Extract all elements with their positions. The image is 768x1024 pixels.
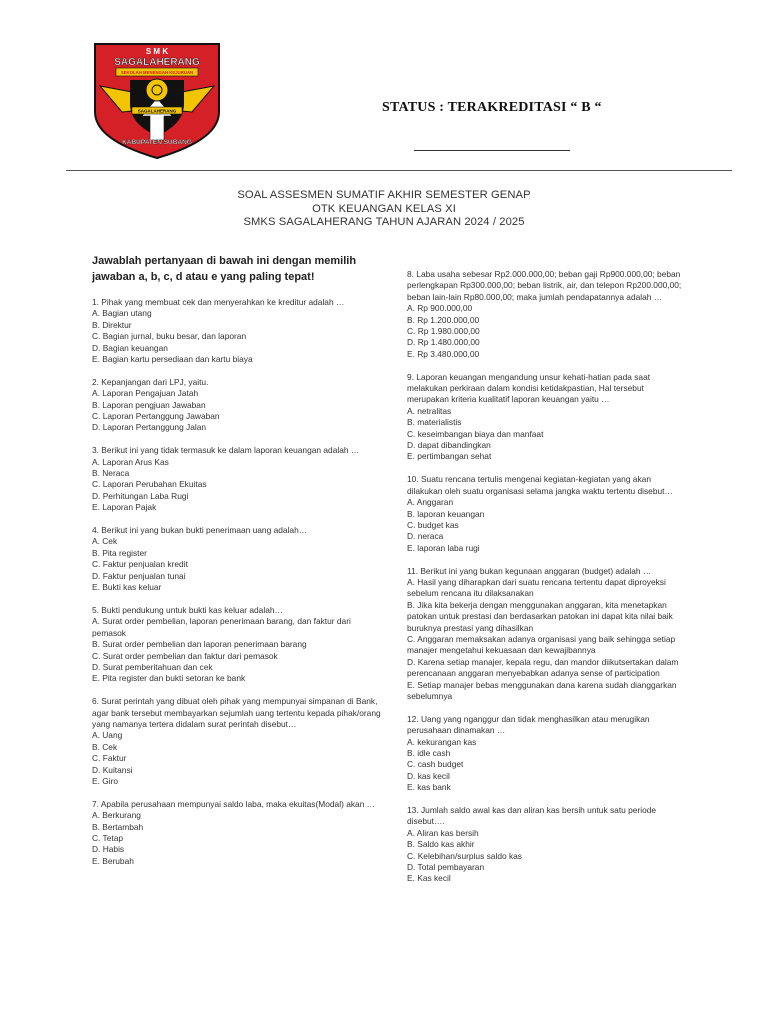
- answer-option: C. Laporan Perubahan Ekuitas: [92, 479, 207, 490]
- instructions: Jawablah pertanyaan di bawah ini dengan memilih jawaban a, b, c, d atau e yang paling tepat!: [92, 255, 357, 283]
- question-item: [407, 474, 682, 554]
- question-item: [92, 525, 382, 593]
- answer-option: C. Bagian jurnal, buku besar, dan laporan: [92, 331, 247, 342]
- question-item: [92, 799, 382, 867]
- answer-option: B. Pita register: [92, 547, 147, 558]
- question-text: 6. Surat perintah yang dibuat oleh pihak yang mempunyai simpanan di Bank, agar bank tersebut membayarkan sejumlah uang tertentu kepada pihak/orang yang namanya tertera didalam surat perintah disebut…: [92, 696, 381, 729]
- question-text: 7. Apabila perusahaan mempunyai saldo laba, maka ekuitas(Modal) akan …: [92, 798, 376, 809]
- question-text: 3. Berikut ini yang tidak termasuk ke dalam laporan keuangan adalah …: [92, 445, 360, 456]
- question-text: 5. Bukti pendukung untuk bukti kas keluar adalah…: [92, 604, 283, 615]
- answer-option: D. Karena setiap manajer, kepala regu, dan mandor diikutsertakan dalam perencanaan anggaran menyebabkan adanya sense of participation: [407, 656, 679, 679]
- question-item: [407, 372, 682, 463]
- answer-option: D. Habis: [92, 844, 125, 855]
- answer-option: C. keseimbangan biaya dan manfaat: [407, 428, 544, 439]
- answer-option: A. Aliran kas bersih: [407, 827, 479, 838]
- answer-option: B. Jika kita bekerja dengan menggunakan anggaran, kita menetapkan patokan untuk prestasi dan berdasarkan patokan ini dapat kita nilai baik buruknya prestasi yang dihasilkan: [407, 599, 673, 633]
- answer-option: A. Hasil yang diharapkan dari suatu rencana tertentu dapat diproyeksi sebelum rencana itu dilaksanakan: [407, 576, 666, 599]
- answer-option: C. Anggaran memaksakan adanya organisasi yang baik sehingga setiap manajer mengetahui kekuasaan dan kewajibannya: [407, 633, 676, 656]
- answer-option: B. idle cash: [407, 748, 451, 758]
- answer-option: D. Rp 1.480.000,00: [407, 337, 480, 348]
- answer-option: D. Perhitungan Laba Rugi: [92, 490, 189, 501]
- answer-option: B. laporan keuangan: [407, 508, 485, 519]
- answer-option: C. Kelebihan/surplus saldo kas: [407, 850, 522, 861]
- answer-option: B. Bertambah: [92, 821, 144, 832]
- question-text: 12. Uang yang nganggur dan tidak menghasilkan atau merugikan perusahaan dinamakan …: [407, 713, 650, 736]
- exam-title-line-2: OTK KEUANGAN KELAS XI: [312, 202, 456, 215]
- question-text: 11. Berikut ini yang bukan kegunaan anggaran (budget) adalah …: [407, 565, 652, 576]
- question-item: [92, 377, 382, 434]
- question-text: 2. Kepanjangan dari LPJ, yaitu.: [92, 376, 209, 387]
- question-text: 13. Jumlah saldo awal kas dan aliran kas bersih untuk satu periode disebut….: [407, 805, 657, 827]
- logo-school-name: SAGALAHERANG: [114, 57, 200, 68]
- logo-banner-text: SEKOLAH MENENGAH KEJURUAN: [120, 70, 194, 75]
- answer-option: A. Laporan Pengajuan Jatah: [92, 388, 199, 399]
- question-text: 4. Berikut ini yang bukan bukti penerimaan uang adalah…: [92, 525, 308, 536]
- status-underline: [414, 150, 570, 151]
- answer-option: C. Laporan Pertanggung Jawaban: [92, 411, 220, 422]
- answer-option: E. laporan laba rugi: [407, 542, 480, 553]
- answer-option: A. Anggaran: [407, 497, 454, 508]
- answer-option: D. dapat dibandingkan: [407, 440, 491, 451]
- question-text: 8. Laba usaha sebesar Rp2.000.000,00; beban gaji Rp900.000,00; beban perlengkapan Rp300.000,00; beban listrik, air, dan telepon Rp200.000,00; beban lain-lain Rp80.000,00; maka jumlah pendapatannya adalah …: [407, 269, 682, 302]
- answer-option: A. Surat order pembelian, laporan penerimaan barang, dan faktur dari pemasok: [92, 616, 351, 638]
- answer-option: E. pertimbangan sehat: [407, 451, 492, 462]
- answer-option: E. Bagian kartu persediaan dan kartu biaya: [92, 354, 253, 365]
- question-item: [407, 269, 682, 360]
- header-divider: [66, 170, 732, 171]
- exam-title-block: [0, 189, 768, 230]
- answer-option: D. Surat pemberitahuan dan cek: [92, 661, 213, 672]
- logo-bottom-text: KABUPATEN SUBANG: [122, 139, 192, 146]
- question-text: 10. Suatu rencana tertulis mengenai kegiatan-kegiatan yang akan dilakukan oleh suatu organisasi selama jangka waktu tertentu disebut…: [407, 474, 673, 496]
- answer-option: B. Cek: [92, 741, 118, 752]
- answer-option: C. Rp 1.980.000,00: [407, 326, 480, 337]
- answer-option: C. cash budget: [407, 759, 464, 770]
- answer-option: A. Laporan Arus Kas: [92, 456, 169, 467]
- exam-title-line-3: SMKS SAGALAHERANG TAHUN AJARAN 2024 / 2025: [243, 216, 525, 228]
- answer-option: B. materialistis: [407, 417, 462, 428]
- answer-option: A. Berkurang: [92, 810, 141, 821]
- question-text: 9. Laporan keuangan mengandung unsur kehati-hatian pada saat melakukan perkiraan dalam kondisi ketidakpastian, Hal tersebut merupakan kriteria kualitatif laporan keuangan yaitu …: [407, 371, 651, 405]
- answer-option: B. Laporan pengjuan Jawaban: [92, 399, 206, 410]
- answer-option: E. kas bank: [407, 782, 451, 793]
- answer-option: A. Cek: [92, 536, 118, 547]
- school-logo: [92, 40, 222, 160]
- answer-option: D. Total pembayaran: [407, 862, 485, 873]
- answer-option: C. Tetap: [92, 833, 124, 843]
- answer-option: A. netralitas: [407, 405, 452, 416]
- answer-option: A. Uang: [92, 730, 123, 741]
- answer-option: B. Direktur: [92, 319, 132, 330]
- logo-ribbon-text: SAGALAHERANG: [137, 108, 177, 114]
- answer-option: C. Faktur penjualan kredit: [92, 559, 188, 570]
- answer-option: E. Laporan Pajak: [92, 502, 157, 513]
- accreditation-status: STATUS : TERAKREDITASI “ B “: [382, 100, 602, 115]
- answer-option: B. Surat order pembelian dan laporan penerimaan barang: [92, 639, 307, 650]
- logo-top-text: S M K: [145, 47, 169, 56]
- answer-option: D. neraca: [407, 531, 444, 542]
- answer-option: E. Kas kecil: [407, 873, 451, 884]
- answer-option: E. Rp 3.480.000,00: [407, 348, 480, 359]
- answer-option: D. Bagian keuangan: [92, 342, 168, 353]
- answer-option: C. budget kas: [407, 519, 459, 530]
- answer-option: E. Giro: [92, 775, 119, 786]
- answer-option: B. Saldo kas akhir: [407, 839, 475, 850]
- exam-title-line-1: SOAL ASSESMEN SUMATIF AKHIR SEMESTER GENAP: [237, 189, 531, 201]
- answer-option: E. Pita register dan bukti setoran ke bank: [92, 673, 246, 684]
- answer-option: D. Kuitansi: [92, 764, 133, 775]
- answer-option: A. Bagian utang: [92, 308, 152, 319]
- answer-option: A. kekurangan kas: [407, 736, 477, 747]
- answer-option: E. Bukti kas keluar: [92, 582, 162, 593]
- answer-option: C. Surat order pembelian dan faktur dari pemasok: [92, 650, 278, 661]
- question-item: [92, 445, 382, 513]
- question-text: 1. Pihak yang membuat cek dan menyerahkan ke kreditur adalah …: [92, 297, 345, 307]
- answer-option: D. Laporan Pertanggung Jalan: [92, 422, 207, 433]
- questions-right-column: [407, 269, 682, 896]
- question-item: [92, 605, 382, 685]
- answer-option: A. Rp 900.000,00: [407, 303, 473, 314]
- question-item: [92, 696, 382, 787]
- question-item: [407, 714, 682, 794]
- questions-left-column: [92, 297, 382, 879]
- question-item: [407, 805, 682, 885]
- answer-option: B. Neraca: [92, 468, 130, 479]
- answer-option: E. Setiap manajer bebas menggunakan dana karena sudah dianggarkan sebelumnya: [407, 679, 677, 701]
- question-item: [407, 566, 682, 703]
- answer-option: D. kas kecil: [407, 770, 450, 781]
- question-item: [92, 297, 382, 365]
- answer-option: B. Rp 1.200.000,00: [407, 314, 480, 325]
- answer-option: D. Faktur penjualan tunai: [92, 570, 186, 581]
- answer-option: E. Berubah: [92, 855, 134, 866]
- answer-option: C. Faktur: [92, 753, 127, 764]
